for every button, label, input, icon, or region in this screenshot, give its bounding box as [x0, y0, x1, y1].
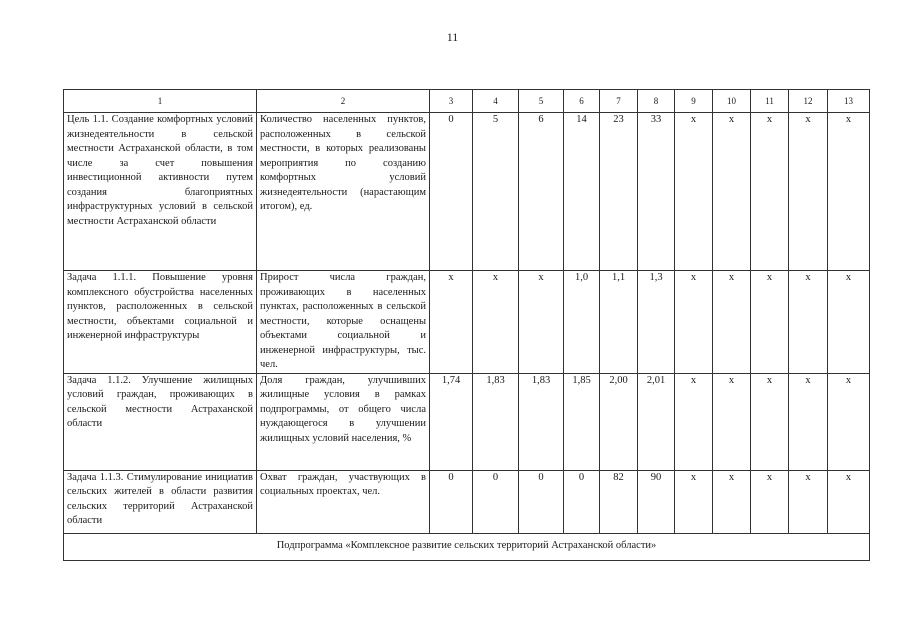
value-cell: 0	[430, 470, 473, 533]
column-number-cell: 3	[430, 90, 473, 113]
column-number-cell: 10	[713, 90, 751, 113]
value-cell: х	[675, 271, 713, 374]
column-number-row	[64, 90, 870, 113]
value-cell: х	[751, 113, 789, 271]
value-cell: 1,1	[600, 271, 638, 374]
value-cell: 2,00	[600, 373, 638, 470]
table-row	[64, 271, 870, 374]
column-number-cell: 13	[828, 90, 870, 113]
value-cell: 1,83	[519, 373, 564, 470]
subprogram-row	[64, 533, 870, 560]
column-number-cell: 9	[675, 90, 713, 113]
value-cell: х	[675, 373, 713, 470]
value-cell: х	[789, 113, 828, 271]
value-cell: х	[751, 373, 789, 470]
value-cell: 1,3	[638, 271, 675, 374]
column-number-cell: 7	[600, 90, 638, 113]
value-cell: 1,0	[564, 271, 600, 374]
table-row	[64, 470, 870, 533]
value-cell: х	[473, 271, 519, 374]
value-cell: х	[713, 271, 751, 374]
value-cell: 82	[600, 470, 638, 533]
task-cell: Задача 1.1.1. Повышение уровня комплексного обустройства населенных пунктов, расположенных в сельской местности, объектами социальной и инженерной инфраструктуры	[64, 271, 257, 374]
value-cell: 0	[519, 470, 564, 533]
value-cell: х	[828, 470, 870, 533]
indicators-table	[63, 89, 870, 561]
value-cell: 14	[564, 113, 600, 271]
value-cell: 5	[473, 113, 519, 271]
value-cell: х	[828, 271, 870, 374]
value-cell: 90	[638, 470, 675, 533]
value-cell: 0	[473, 470, 519, 533]
table-row	[64, 113, 870, 271]
value-cell: х	[713, 470, 751, 533]
value-cell: х	[789, 470, 828, 533]
value-cell: х	[713, 113, 751, 271]
value-cell: х	[713, 373, 751, 470]
value-cell: 1,83	[473, 373, 519, 470]
value-cell: х	[828, 373, 870, 470]
indicator-cell: Доля граждан, улучшивших жилищные условия в рамках подпрограммы, от общего числа нуждающегося в улучшении жилищных условий населения, %	[257, 373, 430, 470]
indicator-cell: Охват граждан, участвующих в социальных проектах, чел.	[257, 470, 430, 533]
column-number-cell: 6	[564, 90, 600, 113]
goal-cell: Цель 1.1. Создание комфортных условий жизнедеятельности в сельской местности Астраханской области, в том числе за счет повышения инвестиционной активности путем создания благоприятных инфраструктурных условий в сельской местности Астраханской области	[64, 113, 257, 271]
page-number: 11	[446, 30, 459, 44]
indicator-cell: Прирост числа граждан, проживающих в населенных пунктах, расположенных в сельской местности, которые оснащены объектами социальной и инженерной инфраструктуры, тыс. чел.	[257, 271, 430, 374]
value-cell: 6	[519, 113, 564, 271]
value-cell: х	[519, 271, 564, 374]
value-cell: х	[430, 271, 473, 374]
indicator-cell: Количество населенных пунктов, расположенных в сельской местности, в которых реализованы мероприятия по созданию комфортных условий жизнедеятельности (нарастающим итогом), ед.	[257, 113, 430, 271]
column-number-cell: 5	[519, 90, 564, 113]
value-cell: х	[789, 373, 828, 470]
value-cell: 0	[564, 470, 600, 533]
column-number-cell: 8	[638, 90, 675, 113]
task-cell: Задача 1.1.2. Улучшение жилищных условий граждан, проживающих в сельской местности Астраханской области	[64, 373, 257, 470]
column-number-cell: 1	[64, 90, 257, 113]
value-cell: 2,01	[638, 373, 675, 470]
column-number-cell: 12	[789, 90, 828, 113]
value-cell: х	[675, 113, 713, 271]
task-cell: Задача 1.1.3. Стимулирование инициатив сельских жителей в области развития сельских территорий Астраханской области	[64, 470, 257, 533]
column-number-cell: 11	[751, 90, 789, 113]
value-cell: х	[828, 113, 870, 271]
value-cell: х	[789, 271, 828, 374]
table-row	[64, 373, 870, 470]
value-cell: х	[751, 470, 789, 533]
value-cell: 23	[600, 113, 638, 271]
value-cell: 1,85	[564, 373, 600, 470]
column-number-cell: 4	[473, 90, 519, 113]
column-number-cell: 2	[257, 90, 430, 113]
value-cell: х	[751, 271, 789, 374]
value-cell: 0	[430, 113, 473, 271]
value-cell: х	[675, 470, 713, 533]
value-cell: 33	[638, 113, 675, 271]
subprogram-title: Подпрограмма «Комплексное развитие сельских территорий Астраханской области»	[64, 533, 870, 560]
value-cell: 1,74	[430, 373, 473, 470]
